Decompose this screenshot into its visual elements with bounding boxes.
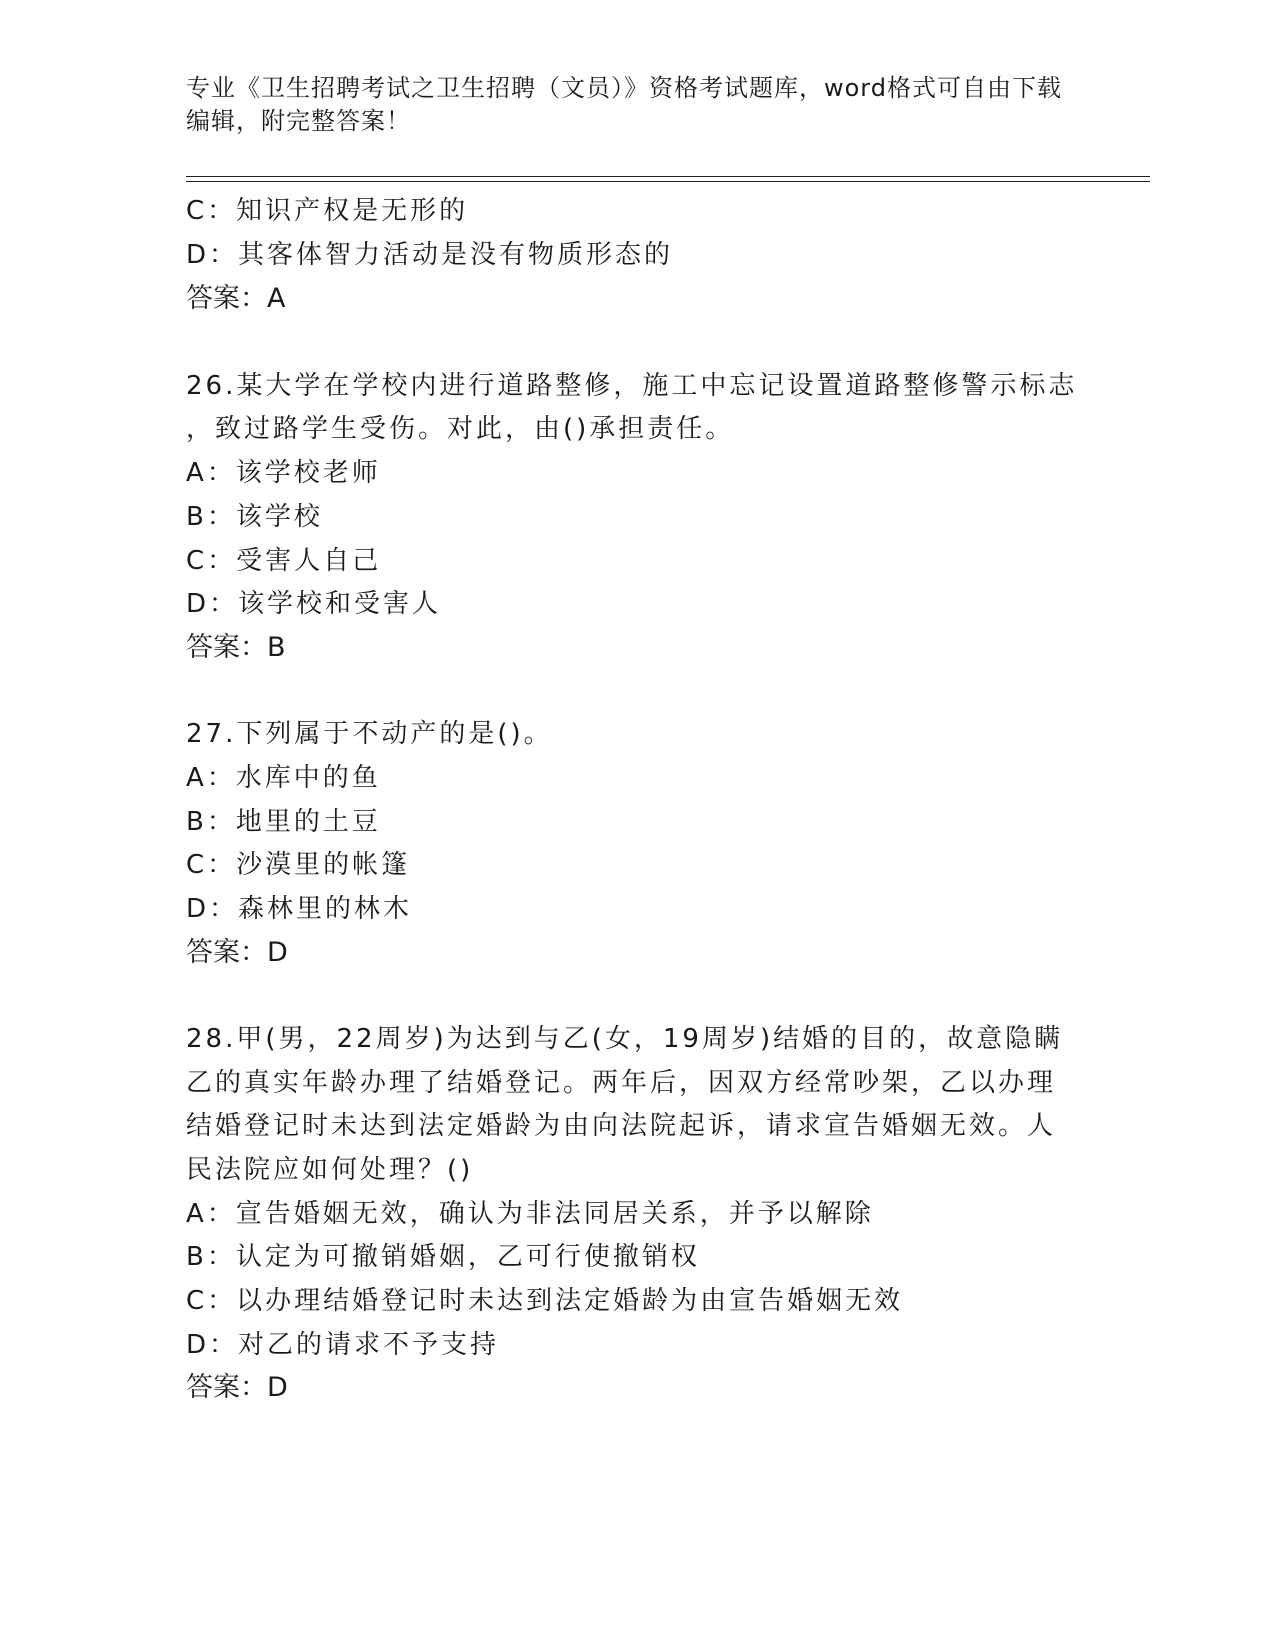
- q28-stem-line-3: 结婚登记时未达到法定婚龄为由向法院起诉，请求宣告婚姻无效。人: [186, 1111, 1057, 1141]
- q28-option-a: A：宣告婚姻无效，确认为非法同居关系，并予以解除: [186, 1199, 874, 1229]
- q25-answer: 答案：A: [186, 283, 286, 314]
- q28-answer: 答案：D: [186, 1372, 288, 1403]
- q28-stem-line-4: 民法院应如何处理？(): [186, 1155, 474, 1185]
- header-line-2: 编辑，附完整答案！: [186, 107, 411, 135]
- q28-option-d: D：对乙的请求不予支持: [186, 1330, 500, 1360]
- q25-option-d: D：其客体智力活动是没有物质形态的: [186, 240, 674, 270]
- q27-option-c: C：沙漠里的帐篷: [186, 850, 411, 880]
- q27-stem-line-1: 27.下列属于不动产的是()。: [186, 719, 553, 749]
- header-rule-bottom: [186, 181, 1150, 182]
- q27-option-b: B：地里的土豆: [186, 807, 381, 837]
- q26-stem-line-2: ，致过路学生受伤。对此，由()承担责任。: [186, 414, 735, 444]
- q27-answer: 答案：D: [186, 937, 288, 968]
- q26-option-d: D：该学校和受害人: [186, 589, 442, 619]
- q27-option-d: D：森林里的林木: [186, 894, 413, 924]
- q28-option-c: C：以办理结婚登记时未达到法定婚龄为由宣告婚姻无效: [186, 1286, 904, 1316]
- q27-option-a: A：水库中的鱼: [186, 763, 381, 793]
- q26-answer: 答案：B: [186, 632, 286, 663]
- q26-stem-line-1: 26.某大学在学校内进行道路整修，施工中忘记设置道路整修警示标志: [186, 371, 1078, 401]
- q28-option-b: B：认定为可撤销婚姻，乙可行使撤销权: [186, 1242, 700, 1272]
- document-header: [186, 72, 1086, 138]
- q26-option-c: C：受害人自己: [186, 546, 382, 576]
- q28-stem-line-1: 28.甲(男，22周岁)为达到与乙(女，19周岁)结婚的目的，故意隐瞒: [186, 1024, 1064, 1054]
- q25-option-c: C：知识产权是无形的: [186, 196, 469, 226]
- q26-option-a: A：该学校老师: [186, 458, 381, 488]
- header-line-1: 专业《卫生招聘考试之卫生招聘（文员）》资格考试题库，word格式可自由下载: [186, 74, 1062, 102]
- header-rule-top: [186, 176, 1150, 177]
- q28-stem-line-2: 乙的真实年龄办理了结婚登记。两年后，因双方经常吵架，乙以办理: [186, 1068, 1057, 1098]
- q26-option-b: B：该学校: [186, 502, 323, 532]
